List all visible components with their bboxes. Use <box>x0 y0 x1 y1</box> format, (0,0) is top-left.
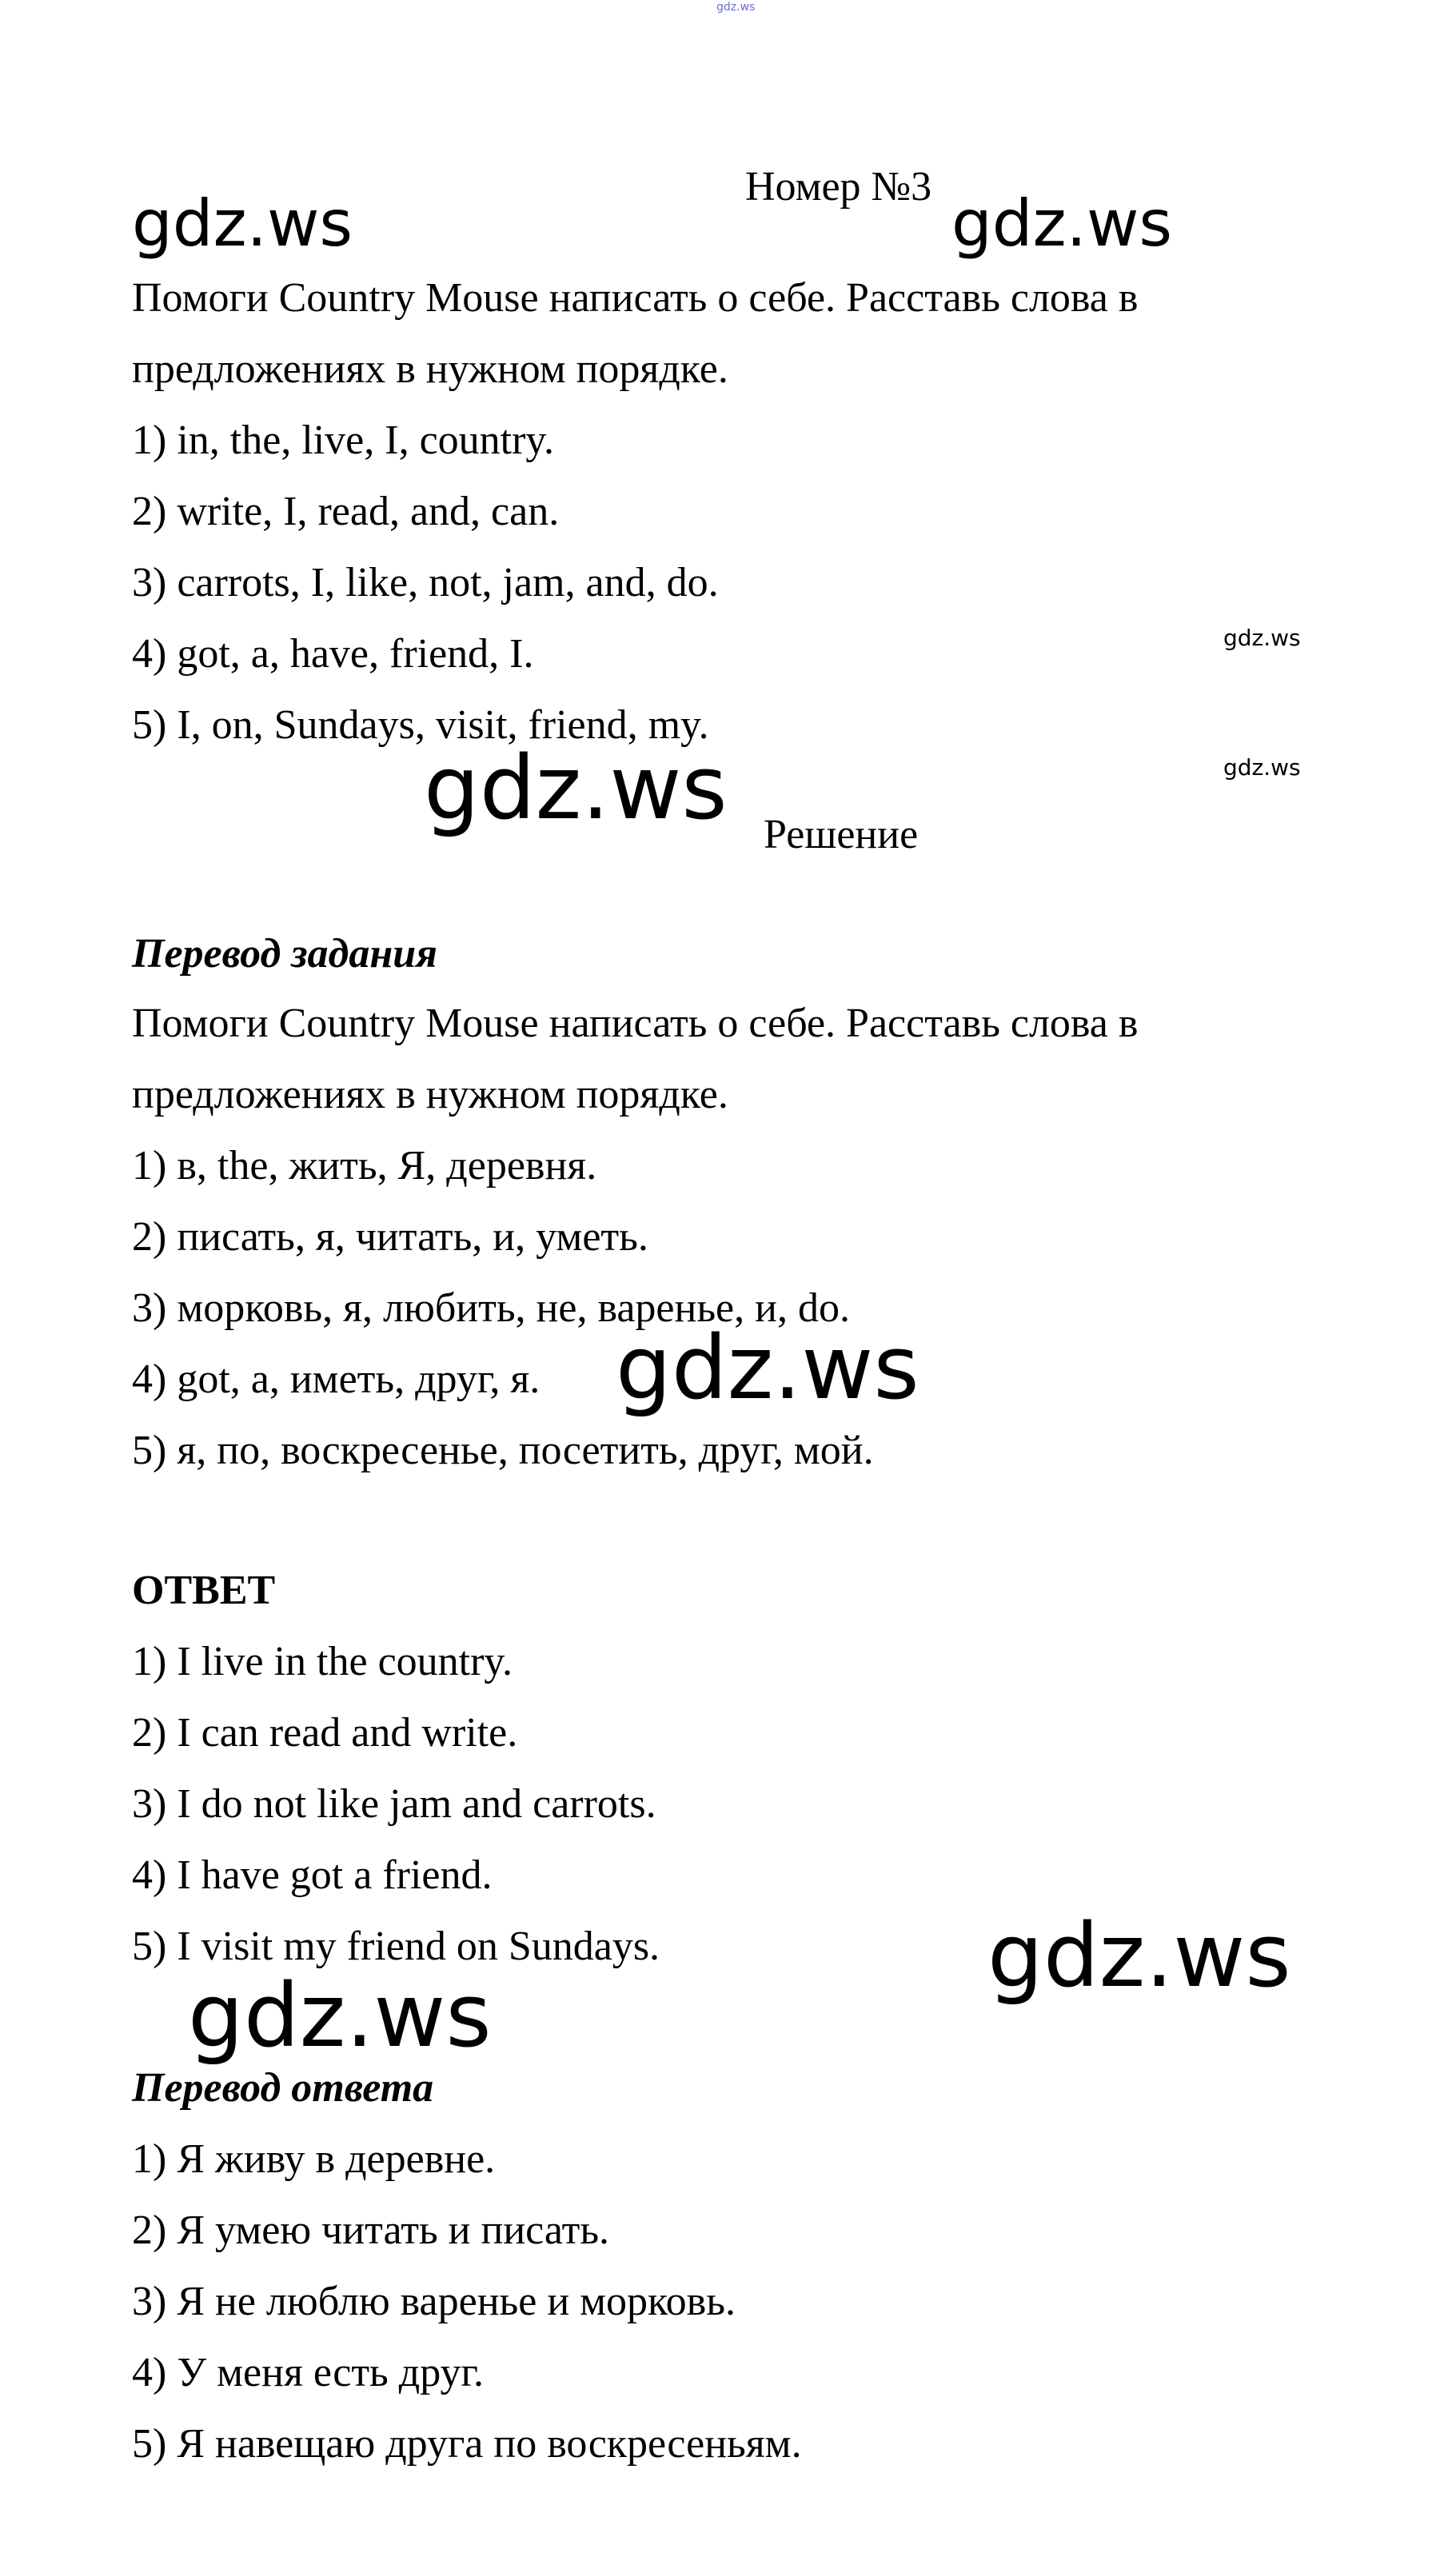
translation-task-line-6: 4) got, a, иметь, друг, я. <box>132 1356 541 1402</box>
task-line-6: 4) got, a, have, friend, I. <box>132 631 534 677</box>
task-line-7: 5) I, on, Sundays, visit, friend, my. <box>132 702 709 748</box>
translation-task-line-7: 5) я, по, воскресенье, посетить, друг, мой. <box>132 1428 874 1473</box>
translation-answer-line-4: 4) У меня есть друг. <box>132 2350 484 2395</box>
watermark-small-1: gdz.ws <box>1223 625 1301 651</box>
translation-task-line-4: 2) писать, я, читать, и, уметь. <box>132 1214 648 1260</box>
answer-heading: ОТВЕТ <box>132 1568 276 1613</box>
translation-answer-line-2: 2) Я умею читать и писать. <box>132 2207 610 2253</box>
page-title: Номер №3 <box>745 164 932 210</box>
translation-answer-line-5: 5) Я навещаю друга по воскресеньям. <box>132 2421 802 2467</box>
task-line-5: 3) carrots, I, like, not, jam, and, do. <box>132 560 719 605</box>
answer-line-4: 4) I have got a friend. <box>132 1852 493 1898</box>
watermark-small-2: gdz.ws <box>1223 754 1301 781</box>
task-line-3: 1) in, the, live, I, country. <box>132 418 555 463</box>
answer-line-5: 5) I visit my friend on Sundays. <box>132 1924 660 1969</box>
translation-answer-line-1: 1) Я живу в деревне. <box>132 2136 496 2182</box>
translation-answer-line-3: 3) Я не люблю варенье и морковь. <box>132 2279 736 2324</box>
answer-line-2: 2) I can read and write. <box>132 1710 518 1756</box>
task-line-2: предложениях в нужном порядке. <box>132 346 728 392</box>
answer-line-3: 3) I do not like jam and carrots. <box>132 1781 656 1827</box>
translation-task-heading: Перевод задания <box>132 931 437 977</box>
task-line-1: Помоги Country Mouse написать о себе. Расставь слова в <box>132 275 1139 321</box>
solution-label: Решение <box>764 812 919 857</box>
watermark-6: gdz.ws <box>188 1964 492 2067</box>
translation-task-line-5: 3) морковь, я, любить, не, варенье, и, do. <box>132 1285 850 1331</box>
translation-answer-heading: Перевод ответа <box>132 2065 434 2111</box>
watermark-3: gdz.ws <box>424 737 728 839</box>
task-line-4: 2) write, I, read, and, can. <box>132 489 560 534</box>
translation-task-line-3: 1) в, the, жить, Я, деревня. <box>132 1143 597 1189</box>
watermark-1: gdz.ws <box>132 186 353 261</box>
watermark-top: gdz.ws <box>716 1 756 14</box>
translation-task-line-2: предложениях в нужном порядке. <box>132 1072 728 1117</box>
watermark-2: gdz.ws <box>951 186 1173 261</box>
watermark-4: gdz.ws <box>616 1316 919 1419</box>
answer-line-1: 1) I live in the country. <box>132 1639 513 1684</box>
translation-task-line-1: Помоги Country Mouse написать о себе. Расставь слова в <box>132 1001 1139 1046</box>
watermark-5: gdz.ws <box>987 1904 1291 2007</box>
